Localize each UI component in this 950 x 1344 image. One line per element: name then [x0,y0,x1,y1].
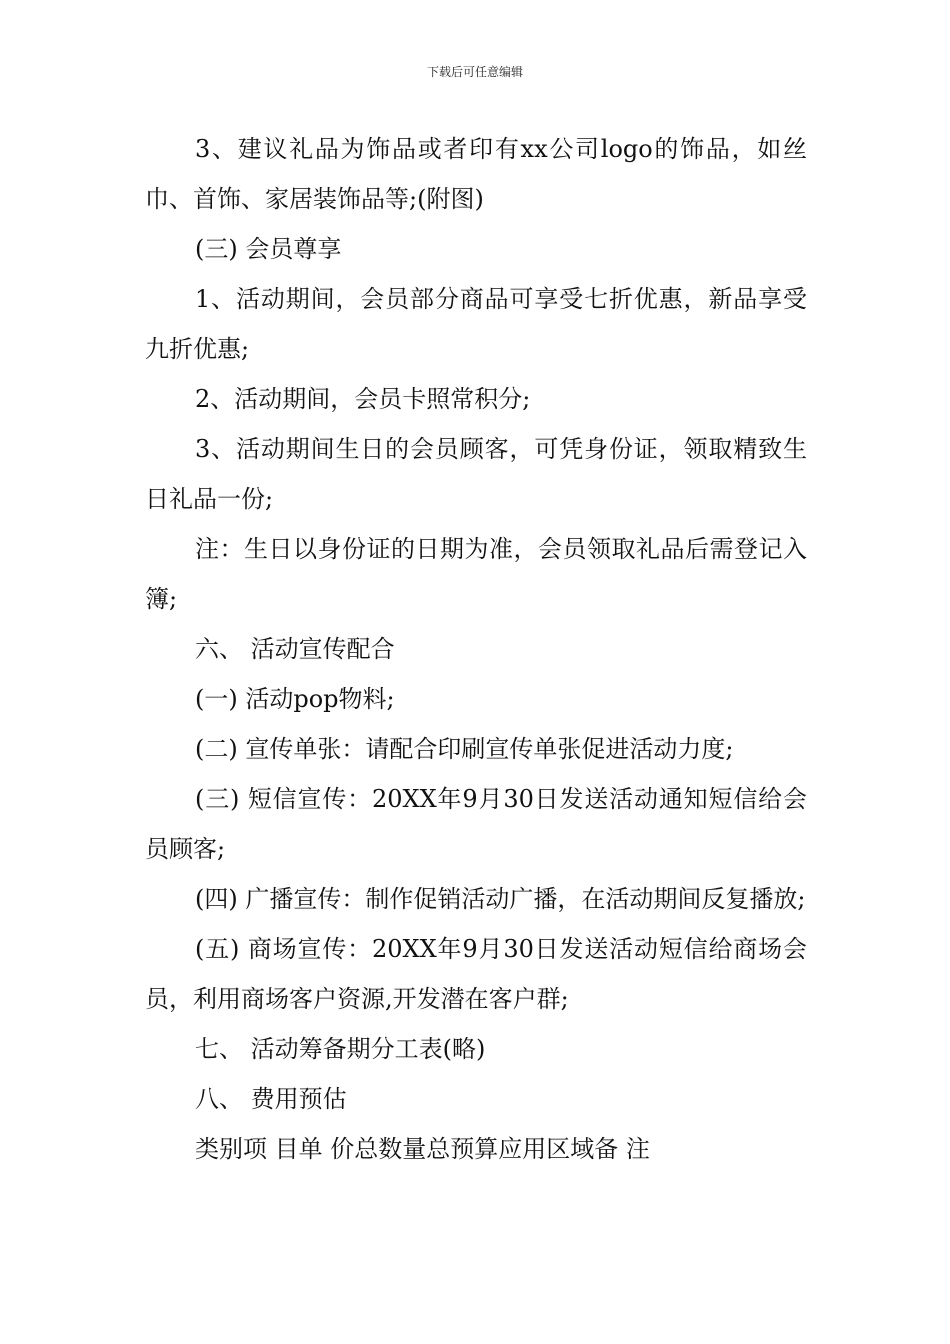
paragraph-mall-promotion: (五) 商场宣传：20XX年9月30日发送活动短信给商场会员，利用商场客户资源,开发潜在客户群; [145,935,807,1013]
document-body [145,124,807,1174]
cost-table-header: 类别项 目单 价总数量总预算应用区域备 注 [195,1135,650,1163]
section-heading-cost-estimate: 八、 费用预估 [195,1085,347,1113]
paragraph-gift-suggestion: 3、建议礼品为饰品或者印有xx公司logo的饰品，如丝巾、首饰、家居装饰品等;(附图) [145,135,807,213]
section-heading-member-benefits: (三) 会员尊享 [195,235,342,263]
paragraph-sms: (三) 短信宣传：20XX年9月30日发送活动通知短信给会员顾客; [145,785,807,863]
paragraph-flyers: (二) 宣传单张：请配合印刷宣传单张促进活动力度; [195,735,734,763]
paragraph-birthday-note: 注：生日以身份证的日期为准，会员领取礼品后需登记入簿; [145,535,807,613]
page-header: 下载后可任意编辑 [426,65,523,79]
paragraph-member-points: 2、活动期间，会员卡照常积分; [195,385,531,413]
section-heading-promotion: 六、 活动宣传配合 [195,635,395,663]
paragraph-broadcast: (四) 广播宣传：制作促销活动广播，在活动期间反复播放; [195,885,806,913]
section-heading-task-table: 七、 活动筹备期分工表(略) [195,1035,486,1063]
paragraph-member-discount: 1、活动期间，会员部分商品可享受七折优惠，新品享受九折优惠; [145,285,807,363]
paragraph-pop-materials: (一) 活动pop物料; [195,685,395,713]
paragraph-birthday-gift: 3、活动期间生日的会员顾客，可凭身份证，领取精致生日礼品一份; [145,435,807,513]
